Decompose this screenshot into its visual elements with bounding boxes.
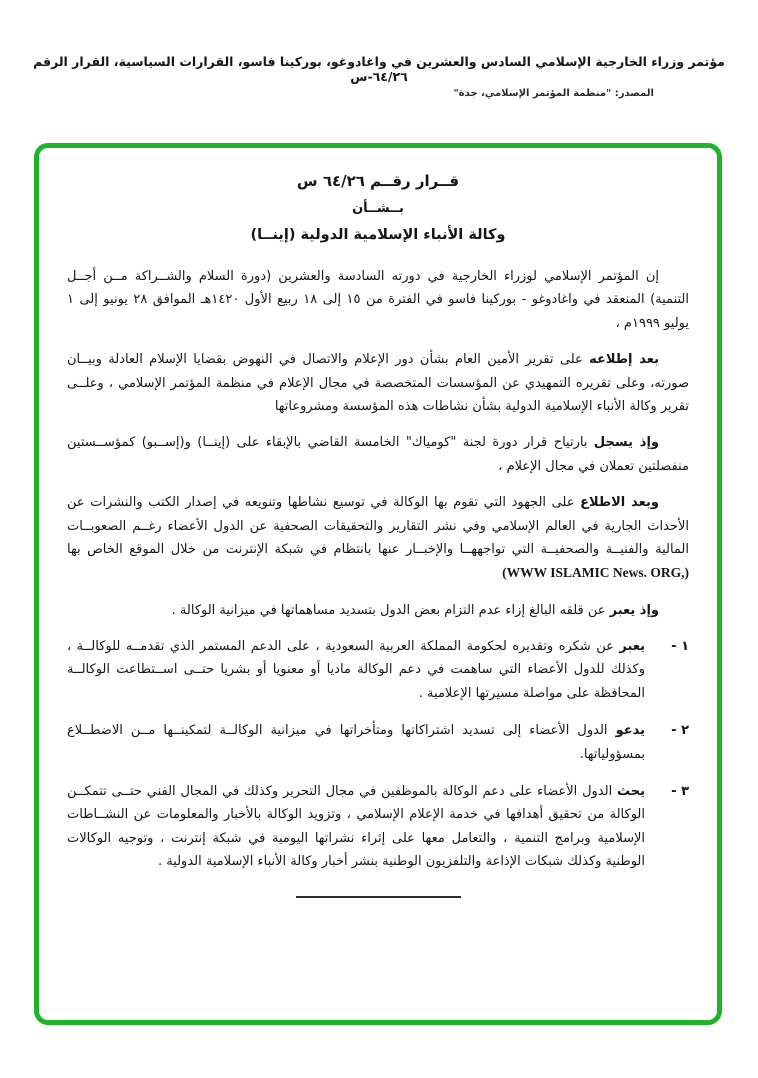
paragraph-preamble <box>67 265 689 335</box>
paragraph-text: على الجهود التي تقوم بها الوكالة في توسيع نشاطها وتنويعه في إصدار الكتب والنشرات عن الأحداث الجارية في العالم الإسلامي وفي نشر التقارير والتحقيقات الصحفية عن الدول الأعضاء رغــم الصعوبــات المالية والفنيــة والصحفيــة التي تواجههــا والإخبــار عنها بانتظام في شبكة الإنترنت من خلال الموقع الخاص بها <box>67 495 689 557</box>
paragraph-text: إن المؤتمر الإسلامي لوزراء الخارجية في دورته السادسة والعشرين (دورة السلام والشــراكة مــن أجــل التنمية) المنعقد في واغادوغو - بوركينا فاسو في الفترة من ١٥ إلى ١٨ ربيع الأول ١٤٢٠هـ الموافق ٢٨ يونيو إلى ١ يوليو ١٩٩٩م ، <box>67 269 689 331</box>
resolution-number: قــرار رقــم ٦٤/٢٦ س <box>296 172 460 190</box>
paragraph-report <box>67 348 689 418</box>
item-number: ٣ - <box>671 784 689 800</box>
resolution-subject: وكالة الأنباء الإسلامية الدولية (إينــا) <box>250 227 506 243</box>
operative-items <box>67 635 689 874</box>
item-number: ١ - <box>671 639 689 655</box>
list-item-2 <box>67 719 689 766</box>
item-lead: يعبر <box>619 639 645 655</box>
item-text: الدول الأعضاء إلى تسديد اشتراكاتها ومتأخراتها في ميزانية الوكالــة لتمكينــها مــن الاضطــلاع بمسؤولياتها. <box>67 723 645 762</box>
item-text-block <box>67 780 645 874</box>
paragraph-concern <box>67 599 689 622</box>
list-item-3 <box>67 780 689 874</box>
item-lead: يحث <box>616 784 645 800</box>
list-item-1 <box>67 635 689 705</box>
paragraph-lead: وإذ يسجل <box>593 435 659 451</box>
paragraph-text: عن قلقه البالغ إزاء عدم التزام بعض الدول بتسديد مساهماتها في ميزانية الوكالة . <box>171 602 606 618</box>
paragraph-efforts <box>67 491 689 586</box>
document-citation: مؤتمر وزراء الخارجية الإسلامي السادس والعشرين في واغادوغو، بوركينا فاسو، القرارات السياسية، القرار الرقم ٦٤/٢٦-س <box>33 54 725 84</box>
resolution-box <box>34 143 722 1025</box>
item-text-block <box>67 635 645 705</box>
paragraph-text: بارتياح قرار دورة لجنة "كومياك" الخامسة القاضي بالإبقاء على (إينــا) و(إســبو) كمؤســستين منفصلتين تعملان في مجال الإعلام ، <box>67 435 689 474</box>
source-line: المصدر: "منظمة المؤتمر الإسلامي، جدة" <box>453 88 654 99</box>
title-block <box>67 172 689 243</box>
paragraph-lead: وبعد الاطلاع <box>580 495 659 511</box>
paragraph-comiac <box>67 431 689 478</box>
paragraph-text: على تقرير الأمين العام بشأن دور الإعلام والاتصال في النهوض بقضايا الإسلام العادلة وبيــان صورته، وعلى تقريره التمهيدي عن المؤسسات المتخصصة في مجال الإعلام في منظمة المؤتمر الإسلامي ، وعلــى تقرير وكالة الأنباء الإسلامية الدولية بشأن نشاطات هذه المؤسسة ومشروعاتها <box>67 352 689 414</box>
item-lead: يدعو <box>615 723 646 739</box>
item-text: عن شكره وتقديره لحكومة المملكة العربية السعودية ، على الدعم المستمر الذي تقدمــه للوكالــة ، وكذلك للدول الأعضاء التي ساهمت في دعم الوكالة ماديا أو معنويا أو بشريا حتــى اســتطاعت الوكالــة المحافظة على مواصلة مسيرتها الإعلامية . <box>67 639 645 701</box>
paragraph-lead: بعد إطلاعه <box>589 352 659 368</box>
item-number: ٢ - <box>671 723 689 739</box>
item-text-block <box>67 719 645 766</box>
end-divider <box>296 896 461 898</box>
website-text: (WWW ISLAMIC News. ORG,) <box>502 565 689 581</box>
resolution-regarding: بــشــأن <box>352 201 404 216</box>
paragraph-lead: وإذ يعبر <box>609 602 659 618</box>
item-text: الدول الأعضاء على دعم الوكالة بالموظفين في مجال التحرير وكذلك في المجال الفني حتــى تتمكــن الوكالة من تحقيق أهدافها في خدمة الإعلام الإسلامي ، وتزويد الوكالة بالأخبار والمعلومات عن النشــاطات الإسلامية وبرامج التنمية ، والتعامل معها على إثراء نشراتها اليومية في شبكة إنترنت ، وتوجيه الوكالات الوطنية وكذلك شبكات الإذاعة والتلفزيون الوطنية بنشر أخبار وكالة الأنباء الإسلامية الدولية . <box>67 784 645 870</box>
